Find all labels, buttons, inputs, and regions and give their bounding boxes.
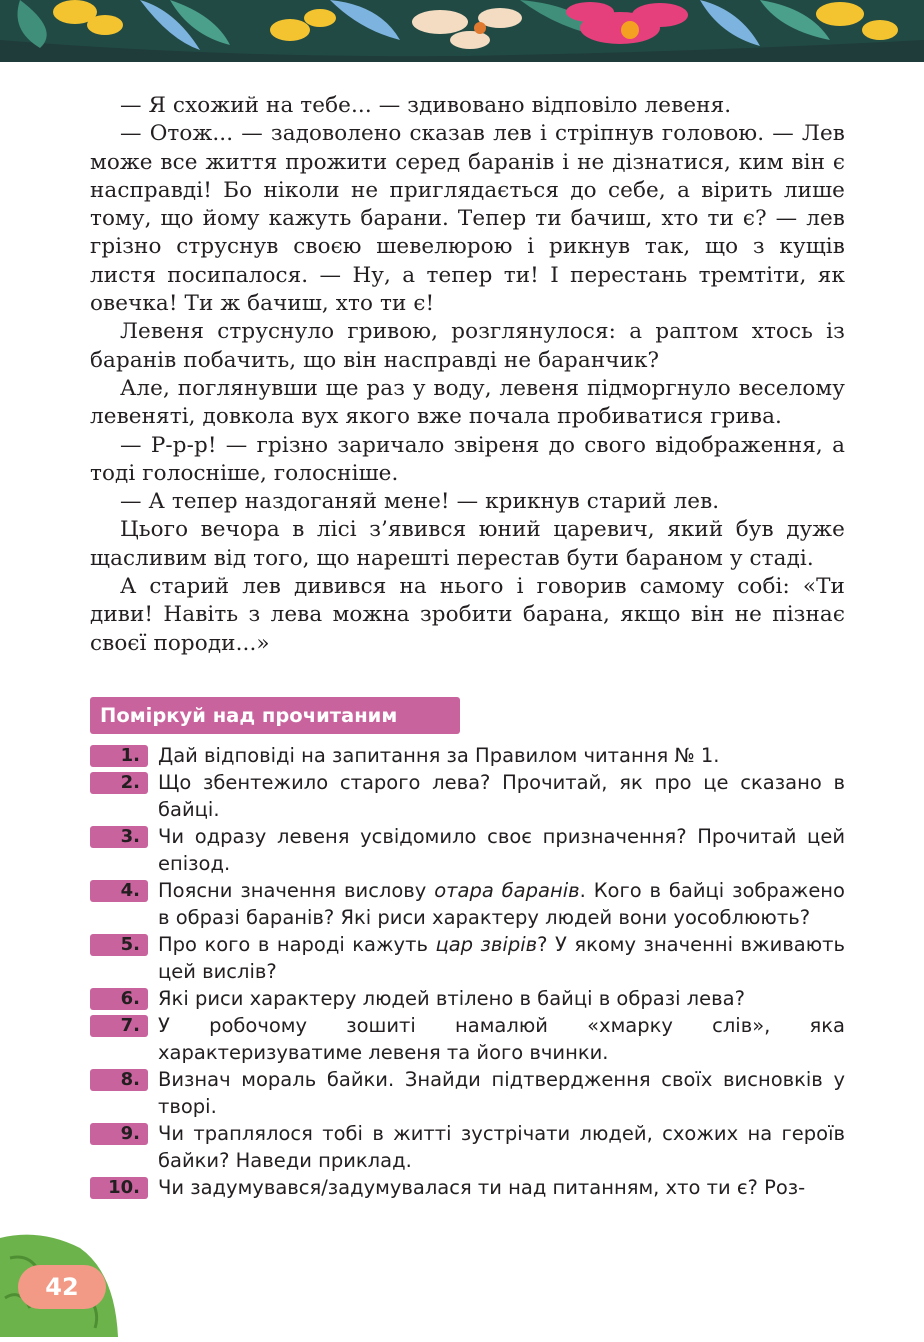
question-number: 1. xyxy=(90,745,148,767)
questions-list xyxy=(90,742,845,1201)
question-item xyxy=(90,1066,845,1120)
question-item xyxy=(90,931,845,985)
section-heading: Поміркуй над прочитаним xyxy=(90,697,460,734)
story-text xyxy=(90,92,845,658)
question-text-part: Поясни значення вислову xyxy=(158,879,435,902)
page-number: 42 xyxy=(18,1265,106,1309)
question-number: 8. xyxy=(90,1069,148,1091)
question-number: 7. xyxy=(90,1015,148,1037)
question-text-part: . Кого в байці зображено в образі баранів? Які риси характеру людей вони уособлюють? xyxy=(158,879,845,929)
story-paragraph: — Я схожий на тебе... — здивовано відповіло левеня. xyxy=(120,93,732,118)
question-text xyxy=(158,877,845,931)
italic-phrase: отара баранів xyxy=(434,879,580,902)
story-paragraph: Але, поглянувши ще раз у воду, левеня підморгнуло веселому левеняті, довкола вух якого вже почала пробиватися грива. xyxy=(90,375,845,430)
question-text-part: ? У якому значенні вживають цей вислів? xyxy=(158,933,845,983)
question-text: Чи одразу левеня усвідомило своє призначення? Прочитай цей епізод. xyxy=(158,825,845,875)
question-number: 3. xyxy=(90,826,148,848)
question-number: 5. xyxy=(90,934,148,956)
question-item xyxy=(90,877,845,931)
question-item xyxy=(90,742,845,769)
question-number: 6. xyxy=(90,988,148,1010)
question-text: Чи траплялося тобі в житті зустрічати людей, схожих на героїв байки? Наведи приклад. xyxy=(158,1122,845,1172)
italic-phrase: цар звірів xyxy=(435,933,538,956)
question-text-part: Про кого в народі кажуть xyxy=(158,933,436,956)
question-text: Чи задумувався/задумувалася ти над питанням, хто ти є? Роз- xyxy=(158,1176,806,1199)
question-number: 4. xyxy=(90,880,148,902)
question-text: У робочому зошиті намалюй «хмарку слів», яка характеризуватиме левеня та його вчинки. xyxy=(158,1014,845,1064)
question-item xyxy=(90,1174,845,1201)
story-paragraph: А старий лев дивився на нього і говорив самому собі: «Ти диви! Навіть з лева можна зробити барана, якщо він не пізнає своєї породи...» xyxy=(90,574,845,656)
question-item xyxy=(90,985,845,1012)
question-item xyxy=(90,1012,845,1066)
question-item xyxy=(90,769,845,823)
question-text: Які риси характеру людей втілено в байці в образі лева? xyxy=(158,987,745,1010)
question-number: 9. xyxy=(90,1123,148,1145)
question-item xyxy=(90,1120,845,1174)
story-paragraph: — Отож... — задоволено сказав лев і стріпнув головою. — Лев може все життя прожити серед баранів і не дізнатися, ким він є насправді! Бо ніколи не приглядається до себе, а вірить лише тому, що йому кажуть барани. Тепер ти бачиш, хто ти є? — лев грізно струснув своєю шевелюрою і рикнув так, що з кущів листя посипалося. — Ну, а тепер ти! І перестань тремтіти, як овечка! Ти ж бачиш, хто ти є! xyxy=(90,121,845,317)
question-number: 10. xyxy=(90,1177,148,1199)
story-paragraph: Цього вечора в лісі з’явився юний царевич, який був дуже щасливим від того, що нарешті перестав бути бараном у стаді. xyxy=(90,517,845,571)
question-item xyxy=(90,823,845,877)
story-paragraph: — Р-р-р! — грізно заричало звіреня до свого відображення, а тоді голосніше, голосніше. xyxy=(90,432,845,486)
question-text: Визнач мораль байки. Знайди підтвердження своїх висновків у творі. xyxy=(158,1068,845,1118)
story-paragraph: Левеня струснуло гривою, розглянулося: а раптом хтось із баранів побачить, що він насправді не баранчик? xyxy=(90,319,845,373)
question-text xyxy=(158,931,845,985)
flowers-illustration xyxy=(0,0,924,62)
story-paragraph: — А тепер наздоганяй мене! — крикнув старий лев. xyxy=(120,489,720,515)
floral-header-decoration xyxy=(0,0,924,62)
question-text: Дай відповіді на запитання за Правилом читання № 1. xyxy=(158,744,720,767)
question-text: Що збентежило старого лева? Прочитай, як про це сказано в байці. xyxy=(158,771,845,821)
question-number: 2. xyxy=(90,772,148,794)
